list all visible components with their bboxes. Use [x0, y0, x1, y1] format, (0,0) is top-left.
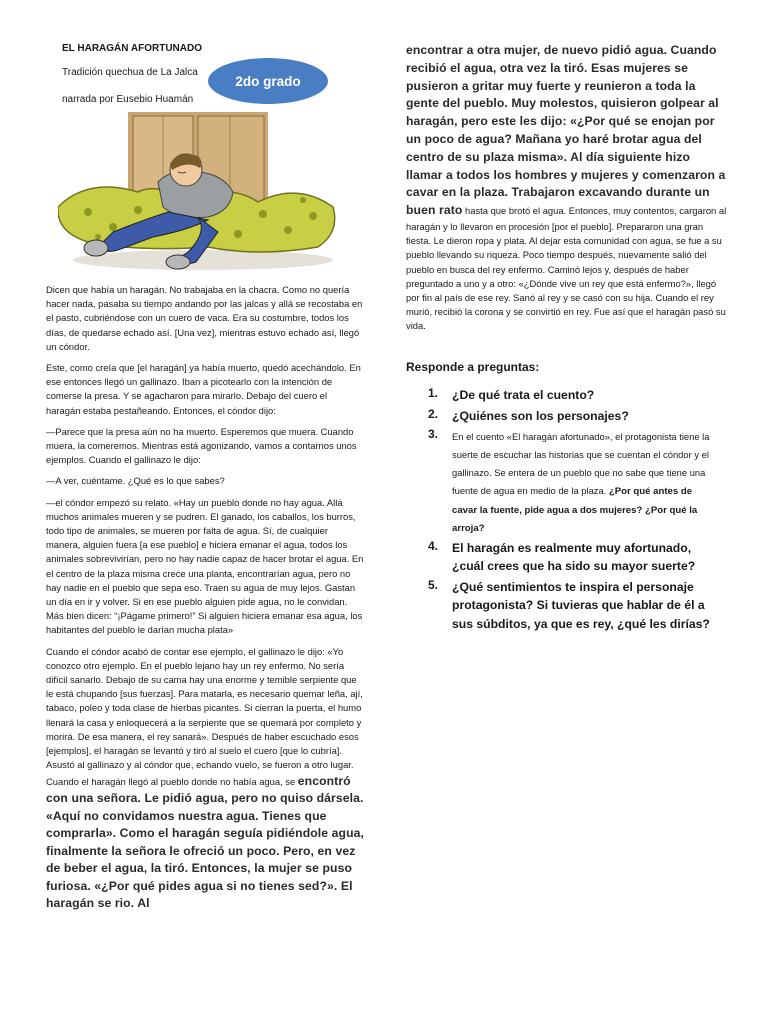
story-narrator: narrada por Eusebio Huamán: [62, 94, 194, 105]
story-paragraph-1: Dicen que había un haragán. No trabajaba en la chacra. Como no quería hacer nada, pasaba su tiempo andando por las jalcas y allá se recostaba en el pasto, cubriéndose con un cuero de vaca. Era su costumbre, todos los días, de quedarse echado así. [Una vez], mientras estuvo echado así, llegó un cóndor.: [46, 284, 363, 352]
grade-badge-label: 2do grado: [235, 73, 301, 89]
question-number: 4.: [428, 538, 439, 553]
story-paragraph-6: [46, 645, 364, 913]
question-text: ¿De qué trata el cuento?: [452, 388, 595, 402]
story-paragraph-6-large: encontró con una señora. Le pidió agua, pero no quiso dársela. «Aquí no convidamos nuestra agua. Tienes que comprarla». Como el haragán seguía pidiéndole agua, finalmente la señora le ofreció un poco. Pero, en vez de beber el agua, la tiró. Entonces, la mujer se puso furiosa. «¿Por qué pides agua si no tienes sed?». El haragán se rio. Al: [46, 773, 364, 910]
questions-heading: Responde a preguntas:: [406, 360, 540, 374]
story-origin: Tradición quechua de La Jalca: [62, 67, 198, 78]
question-item: [418, 578, 718, 634]
question-item: [418, 539, 718, 576]
story-left-column: [46, 283, 364, 913]
question-text: ¿Quiénes son los personajes?: [452, 408, 629, 423]
question-text: El haragán es realmente muy afortunado, ¿cuál crees que ha sido su mayor suerte?: [452, 540, 696, 574]
story-right-column: [406, 42, 728, 334]
question-item: [418, 427, 718, 537]
story-title: EL HARAGÁN AFORTUNADO: [62, 43, 202, 54]
story-paragraph-4: —A ver, cuéntame. ¿Qué es lo que sabes?: [46, 475, 225, 487]
question-text: ¿Qué sentimientos te inspira el personaje protagonista? Si tuvieras que hablar de él a sus súbditos, ya que es rey, ¿qué les dirías?: [452, 579, 710, 631]
story-paragraph-3: —Parece que la presa aún no ha muerto. Esperemos que muera. Cuando muera, la comeremos. Mientras está agonizando, vamos a contarnos unos ejemplos. Cuando el gallinazo le dijo:: [46, 425, 357, 466]
story-paragraph-2: Este, como creía que [el haragán] ya había muerto, quedó acechándolo. En ese entonces llegó un gallinazo. Iban a picotearlo con la intención de comerse la presa. Y se agacharon para mirarlo. Debajo del cuero el haragán estaba pestañeando. Entonces, el cóndor dijo:: [46, 362, 361, 416]
question-text: ¿Por qué antes de cavar la fuente, pide agua a dos mujeres? ¿Por qué la arroja?: [452, 486, 698, 535]
story-continuation-small: hasta que brotó el agua. Entonces, muy contentos, cargaron al haragán y lo llevaron en procesión [por el pueblo]. Prepararon una gran fiesta. Le dieron ropa y plata. Al dejar esta comunidad con agua, se fue a su pueblo llevando su riqueza. Poco tiempo después, nuevamente salió del pueblo en busca del rey enfermo. Caminó lejos y, después de haber preguntado a uno y a otro: «¿Dónde vive un rey que está enfermo?», llegó por fin al país de ese rey. Sanó al rey y se casó con su hija. Cuando el rey murió, recibió la corona y se convirtió en rey. Fue así que el haragán pasó su vida.: [406, 205, 727, 332]
grade-badge: [208, 58, 328, 104]
question-number: 2.: [428, 406, 439, 421]
question-item: [418, 407, 718, 426]
question-number: 1.: [428, 386, 439, 400]
question-context: En el cuento «El haragán afortunado», el protagonista tiene la suerte de escuchar las historias que se cuentan el cóndor y el gallinazo. Se entera de un pueblo que no sabe que tiene una fuente de agua en medio de la plaza.: [452, 431, 710, 496]
story-paragraph-5: —el cóndor empezó su relato. «Hay un pueblo donde no hay agua. Allá muchos animales mueren y se pudren. El ganado, los caballos, los burros, todo tipo de animales, se mueren por falta de agua. Sí, de cualquier manera, alguien fuera [a ese pueblo] e hiciera emanar el agua, todos los animales sobrevivirían, pero no hay nadie capaz de hacer brotar el agua. En el centro de la plaza misma crece una planta, encontrarían agua, pero no hay nadie en el pueblo que sepa eso. Traen su agua de muy lejos. Gastan un día en ir y volver. Si en ese pueblo alguien pide agua, no le convidan. Más bien dicen: “¡Págame primero!” Si alguien hiciera emanar esa agua, los habitantes del pueblo le darían mucha plata»: [46, 496, 364, 636]
lazy-man-illustration: [58, 112, 340, 272]
question-number: 3.: [428, 427, 439, 441]
question-number: 5.: [428, 577, 439, 592]
question-item: [418, 386, 718, 405]
story-paragraph-6-small: Cuando el cóndor acabó de contar ese ejemplo, el gallinazo le dijo: «Yo conozco otro ejemplo. En el pueblo lejano hay un rey enfermo. No sería difícil sanarlo. Debajo de su cama hay una enorme y temible serpiente que le está chupando [sus fuerzas]. Para matarla, es necesario quemar leña, ají, tabaco, poleo y toda clase de hierbas picantes. Si cierran la puerta, el humo llenará la casa y enloquecerá a la serpiente que se quemará por completo y morirá. De esa manera, el rey sanará». Después de haber escuchado esos [ejemplos], el haragán se levantó y tiró al suelo el cuero [que lo cubría]. Asustó al gallinazo y al cóndor que, echando vuelo, se fueron a otro lugar. Cuando el haragán llegó al pueblo donde no había agua, se: [46, 645, 363, 787]
questions-list: [418, 386, 718, 635]
story-continuation-large: encontrar a otra mujer, de nuevo pidió agua. Cuando recibió el agua, otra vez la tiró. Esas mujeres se pusieron a gritar muy fuerte y reunieron a toda la gente del pueblo. Muy molestos, quisieron golpear al haragán, pero este les dijo: «¿Por qué se enojan por un poco de agua? Mañana yo haré brotar agua del centro de su plaza misma». Al día siguiente hizo llamar a todos los hombres y mujeres y comenzaron a cavar en la plaza. Trabajaron excavando durante un buen rato: [406, 43, 726, 218]
